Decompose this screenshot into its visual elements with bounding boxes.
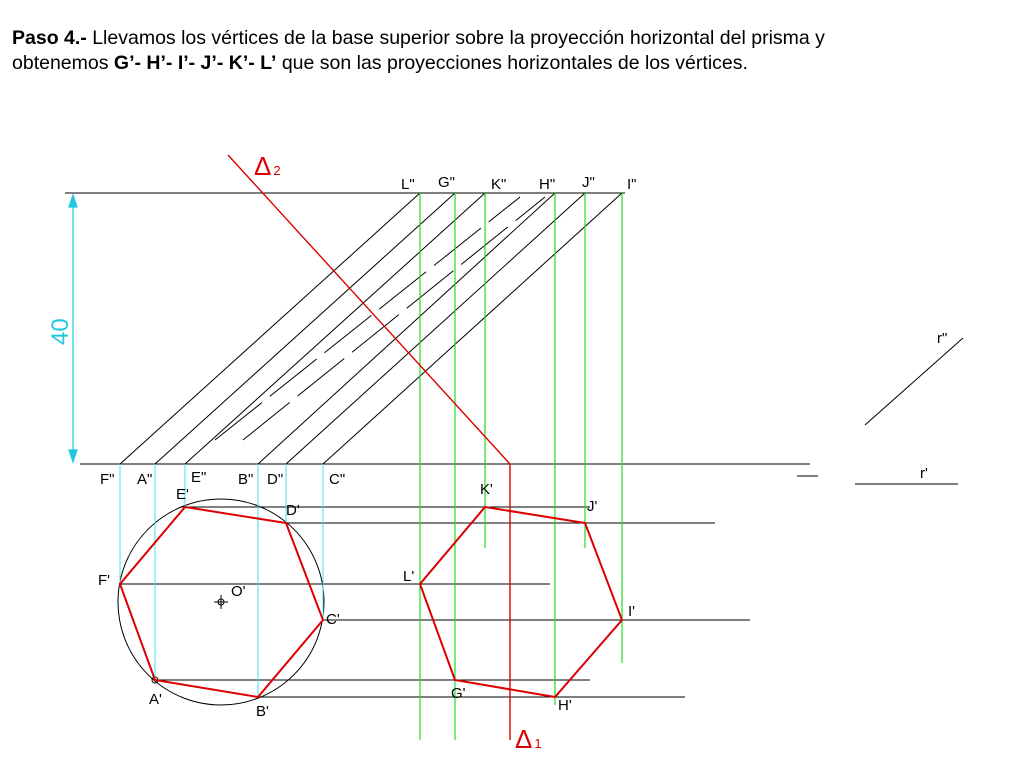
- label-l2: L": [401, 176, 415, 193]
- edge-d-j: [286, 193, 585, 464]
- label-d2: D": [267, 471, 284, 488]
- label-e1: E': [176, 486, 189, 503]
- line-r-vertical: [865, 338, 963, 425]
- caption-line-2-prefix: obtenemos: [12, 52, 114, 74]
- label-i1: I': [628, 603, 636, 620]
- label-b2: B": [238, 471, 254, 488]
- caption-vertices: G’- H’- I’- J’- K’- L’: [113, 52, 277, 74]
- label-g2: G": [438, 174, 455, 191]
- delta-bottom-sub: 1: [534, 736, 542, 751]
- edge-hidden-1: [215, 197, 520, 440]
- arrow-bottom-icon: [69, 450, 77, 462]
- label-f1: F': [98, 572, 111, 589]
- arrow-top-icon: [69, 195, 77, 207]
- label-j1: J': [587, 498, 598, 515]
- caption-line-2-suffix: que son las proyecciones horizontales de los vértices.: [276, 52, 748, 74]
- label-c2: C": [329, 471, 346, 488]
- label-k2: K": [491, 176, 507, 193]
- label-r1: r': [920, 465, 928, 482]
- label-b1: B': [256, 703, 269, 720]
- label-a1: A': [149, 691, 162, 708]
- green-projectors: [420, 193, 622, 740]
- dimension-value: 40: [47, 318, 74, 345]
- label-k1: K': [480, 481, 493, 498]
- edge-hidden-2: [243, 197, 545, 440]
- label-a2: A": [137, 471, 153, 488]
- red-elements: [120, 155, 622, 740]
- delta-bottom: Δ 1: [515, 724, 542, 754]
- label-h1: H': [558, 697, 572, 714]
- label-o1: O': [231, 583, 246, 600]
- upper-base-hexagon: [420, 507, 622, 697]
- edge-f-l: [120, 193, 420, 464]
- label-l1: L': [403, 568, 415, 585]
- label-d1: D': [286, 502, 300, 519]
- delta-top: Δ 2: [254, 151, 281, 181]
- label-e2: E": [191, 469, 207, 486]
- label-i2: I": [627, 176, 637, 193]
- label-c1: C': [326, 611, 340, 628]
- label-h2: H": [539, 176, 556, 193]
- label-j2: J": [582, 174, 595, 191]
- edge-a-g: [155, 193, 455, 464]
- section-plane-trace: [228, 155, 510, 740]
- edge-e-k: [185, 193, 485, 464]
- construction-lines: [65, 193, 963, 705]
- edge-b-h: [258, 193, 555, 464]
- label-f2: F": [100, 471, 115, 488]
- delta-top-sub: 2: [273, 163, 281, 178]
- step-label: Paso 4.-: [12, 27, 87, 49]
- label-g1: G': [451, 685, 466, 702]
- caption-line-1-text: Llevamos los vértices de la base superior sobre la proyección horizontal del prisma y: [86, 27, 825, 49]
- label-r2: r": [937, 330, 948, 347]
